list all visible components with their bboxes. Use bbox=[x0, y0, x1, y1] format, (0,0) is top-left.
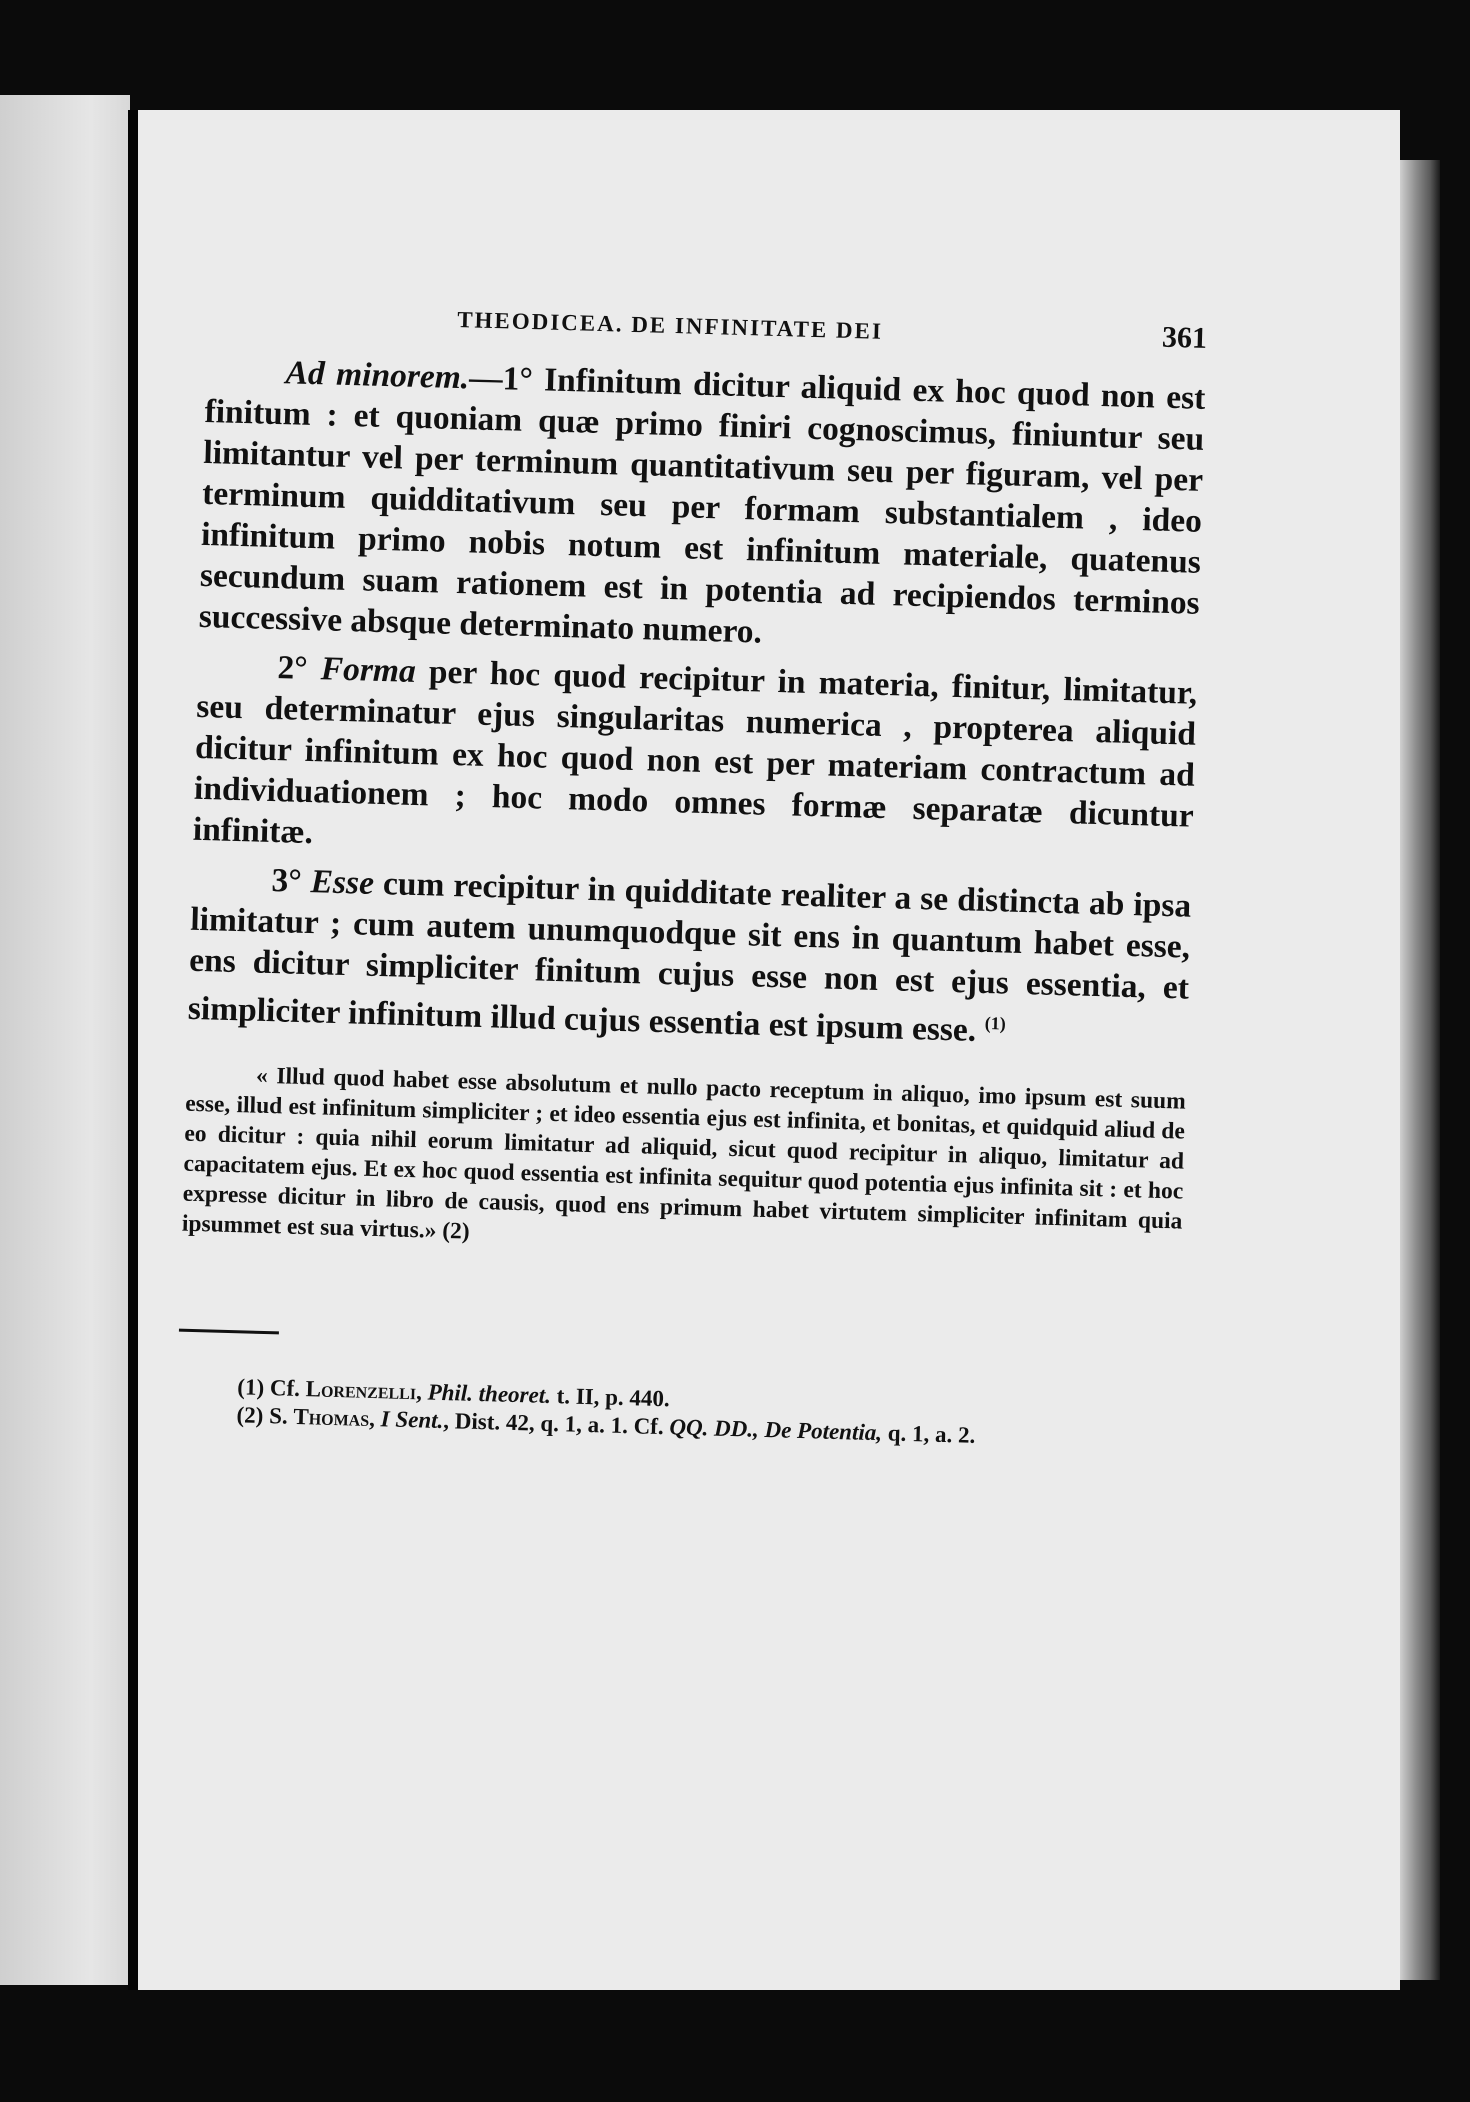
footnote-2-pre: S. bbox=[268, 1403, 289, 1429]
paragraph-2-number: 2° bbox=[276, 649, 309, 687]
footnote-1-work: Phil. theoret. bbox=[427, 1379, 552, 1409]
footnote-2-work2: QQ. DD., De Potentia, bbox=[669, 1414, 883, 1446]
footnote-rule bbox=[179, 1329, 279, 1335]
paragraph-2-lead: Forma bbox=[320, 650, 417, 690]
page-text-block bbox=[176, 290, 1207, 1456]
paragraph-2-text: per hoc quod recipitur in materia, finitur, limitatur, seu determinatur ejus singularitas numerica , propterea aliquid dicitur infinitum ex hoc quod non est per materiam contractum ad individuationem ; hoc modo omnes formæ separatæ dicuntur infinitæ. bbox=[192, 652, 1198, 852]
paragraph-3-text: cum recipitur in quidditate realiter a se distincta ab ipsa limitatur ; cum autem unumquodque sit ens in quantum habet esse, ens dicitur simpliciter finitum cujus esse non est ejus essentia, et simpliciter infinitum illud cujus essentia est ipsum esse. bbox=[187, 864, 1192, 1049]
paragraph-1-text: —1° Infinitum dicitur aliquid ex hoc quod non est finitum : et quoniam quæ primo finiri cognoscimus, finiuntur seu limitantur vel per terminum quantitativum seu per figuram, vel per terminum quidditativum seu per formam substantialem , ideo infinitum primo nobis notum est infinitum materiale, quatenus secundum suam rationem est in potentia ad recipiendos terminos successive absque determinato numero. bbox=[198, 359, 1206, 651]
block-quote: « Illud quod habet esse absolutum et nullo pacto receptum in aliquo, imo ipsum est suum esse, illud est infinitum simpliciter ; et ideo essentia ejus est infinita, et bonitas, et quidquid aliud de eo dicitur : quia nihil eorum limitatur ad aliquid, sicut quod recipitur in aliquo, limitatur ad capacitatem ejus. Et ex hoc quod essentia est infinita sequitur quod potentia ejus infinita sit : et hoc expresse dicitur in libro de causis, quod ens primum habet virtutem simpliciter infinitam quia ipsummet est sua virtus.» (2) bbox=[181, 1062, 1187, 1245]
facing-page-edge bbox=[0, 95, 130, 1985]
paragraph-2 bbox=[192, 645, 1197, 878]
paragraph-1 bbox=[198, 350, 1206, 665]
footnote-1-mark: (1) bbox=[237, 1374, 265, 1401]
running-title: THEODICEA. DE INFINITATE DEI bbox=[456, 306, 884, 344]
footnote-1: (1) Cf. Lorenzelli, Phil. theoret. t. II, p. 440. bbox=[237, 1374, 671, 1412]
paragraph-1-lead: Ad minorem. bbox=[285, 354, 470, 397]
book-gutter bbox=[128, 110, 138, 1990]
footnote-1-rest: t. II, p. 440. bbox=[556, 1383, 671, 1412]
paragraph-3 bbox=[187, 858, 1191, 1057]
page-edges bbox=[1400, 160, 1440, 1980]
footnote-2-work: I Sent. bbox=[380, 1406, 444, 1434]
paragraph-3-lead: Esse bbox=[310, 863, 375, 902]
paragraph-3-number: 3° bbox=[271, 862, 303, 900]
page-number: 361 bbox=[1161, 320, 1208, 355]
footnote-2-rest2: q. 1, a. 2. bbox=[887, 1420, 976, 1449]
footnote-2-author: Thomas bbox=[293, 1403, 370, 1432]
footnote-1-author: Lorenzelli bbox=[305, 1376, 417, 1405]
footnote-2-rest: , Dist. 42, q. 1, a. 1. Cf. bbox=[442, 1408, 665, 1440]
note-ref-1: (1) bbox=[984, 1012, 1007, 1034]
footnote-1-pre: Cf. bbox=[269, 1375, 301, 1402]
footnote-2-mark: (2) bbox=[236, 1402, 264, 1429]
footnote-2: (2) S. Thomas, I Sent., Dist. 42, q. 1, a. 1. Cf. QQ. DD., De Potentia, q. 1, a. 2. bbox=[236, 1402, 976, 1449]
